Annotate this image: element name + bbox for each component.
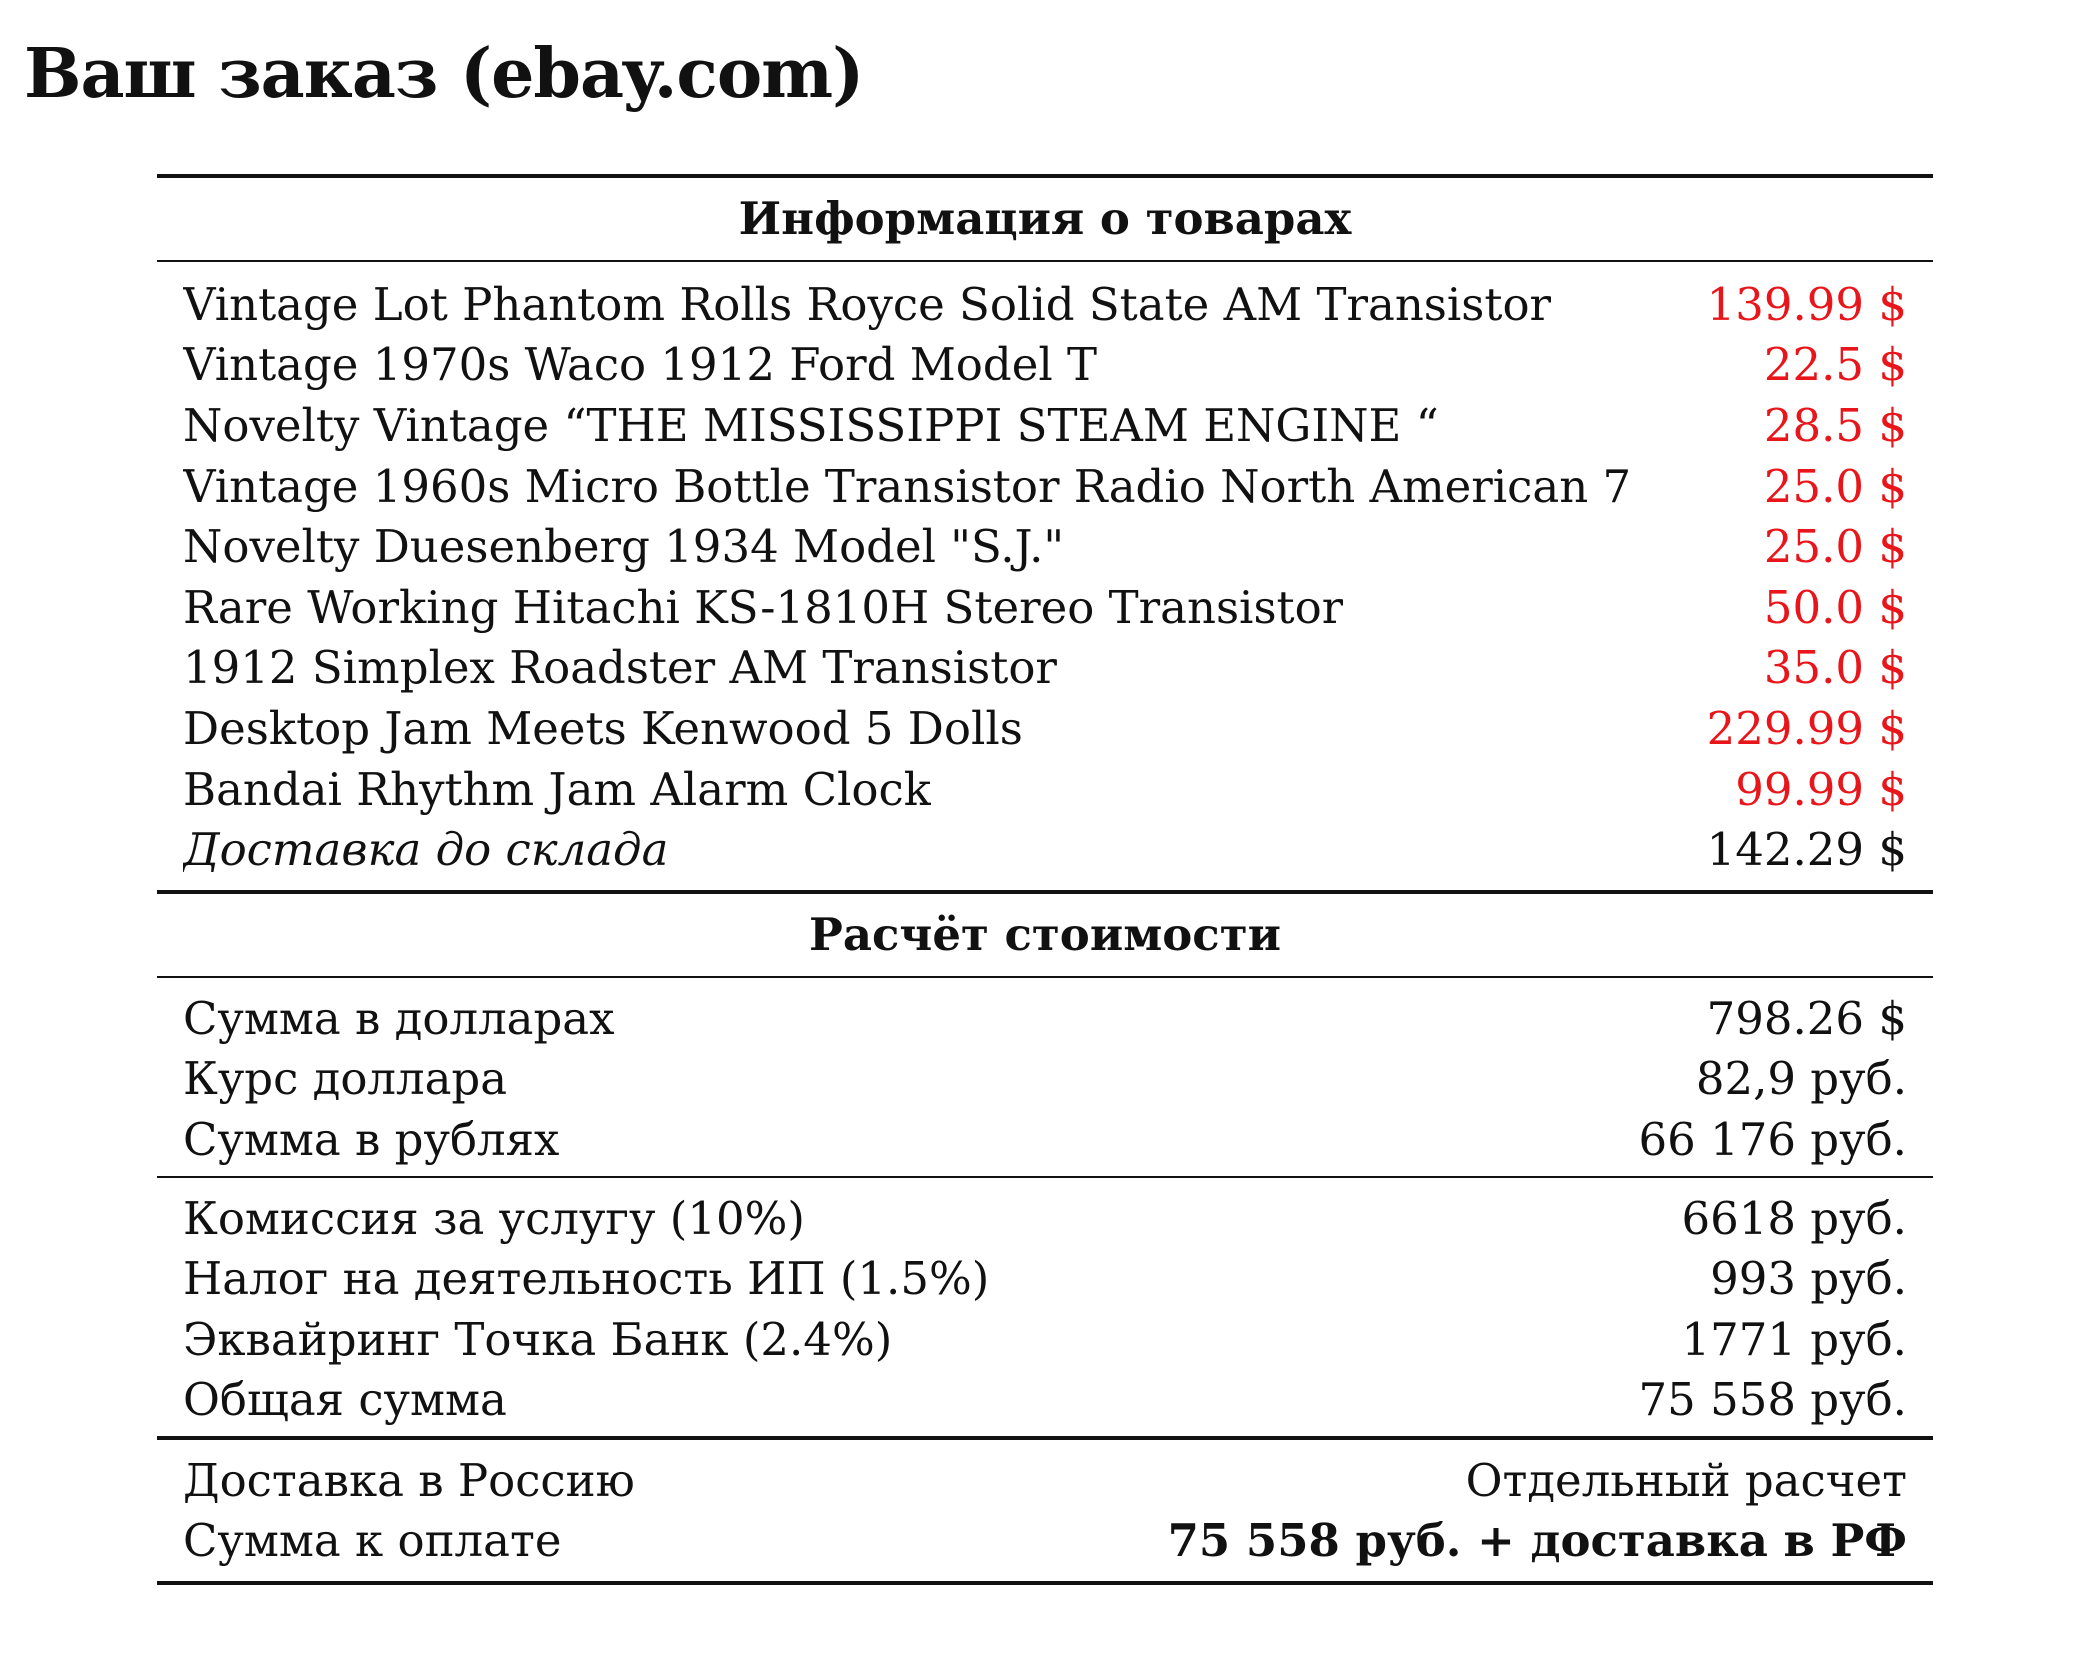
item-row — [183, 577, 1907, 638]
usd-total-value: 798.26 $ — [1706, 991, 1907, 1045]
item-row — [183, 516, 1907, 577]
tax-label: Налог на деятельность ИП (1.5%) — [183, 1252, 990, 1306]
acquiring-value: 1771 руб. — [1681, 1312, 1907, 1366]
rub-total-value: 66 176 руб. — [1638, 1112, 1907, 1166]
exchange-rate-row — [183, 1049, 1907, 1110]
table-bottom-rule — [157, 1581, 1933, 1585]
warehouse-shipping-label: Доставка до склада — [183, 823, 669, 877]
item-price: 229.99 $ — [1706, 701, 1907, 755]
tax-value: 993 руб. — [1710, 1252, 1907, 1306]
item-price: 25.0 $ — [1763, 520, 1907, 574]
item-price: 22.5 $ — [1763, 338, 1907, 392]
item-price: 35.0 $ — [1763, 641, 1907, 695]
russia-shipping-label: Доставка в Россию — [183, 1453, 635, 1507]
fees-list — [157, 1188, 1933, 1430]
conversion-list — [157, 988, 1933, 1170]
calculation-section-header: Расчёт стоимости — [809, 907, 1281, 961]
usd-total-label: Сумма в долларах — [183, 991, 615, 1045]
service-fee-value: 6618 руб. — [1681, 1191, 1907, 1245]
item-price: 99.99 $ — [1735, 762, 1907, 816]
items-section-header: Информация о товарах — [738, 192, 1352, 245]
rub-total-row — [183, 1109, 1907, 1170]
warehouse-shipping-value: 142.29 $ — [1706, 823, 1907, 877]
item-name: 1912 Simplex Roadster AM Transistor — [183, 641, 1057, 695]
acquiring-row — [183, 1309, 1907, 1370]
item-name: Vintage Lot Phantom Rolls Royce Solid State AM Transistor — [183, 277, 1552, 331]
item-price: 50.0 $ — [1763, 580, 1907, 634]
exchange-rate-label: Курс доллара — [183, 1052, 508, 1106]
item-name: Vintage 1960s Micro Bottle Transistor Radio North American 7 — [183, 459, 1632, 513]
amount-due-value: 75 558 руб. + доставка в РФ — [1167, 1514, 1907, 1568]
item-name: Novelty Vintage “THE MISSISSIPPI STEAM ENGINE “ — [183, 398, 1439, 452]
item-row — [183, 274, 1907, 335]
amount-due-row — [183, 1511, 1907, 1572]
grand-total-label: Общая сумма — [183, 1373, 507, 1427]
usd-total-row — [183, 988, 1907, 1049]
page-title: Ваш заказ (ebay.com) — [24, 34, 864, 114]
final-list — [157, 1450, 1933, 1571]
item-row — [183, 638, 1907, 699]
item-name: Rare Working Hitachi KS-1810H Stereo Transistor — [183, 580, 1344, 634]
acquiring-label: Эквайринг Точка Банк (2.4%) — [183, 1312, 893, 1366]
item-name: Novelty Duesenberg 1934 Model "S.J." — [183, 520, 1065, 574]
grand-total-value: 75 558 руб. — [1638, 1373, 1907, 1427]
item-name: Bandai Rhythm Jam Alarm Clock — [183, 762, 931, 816]
service-fee-label: Комиссия за услугу (10%) — [183, 1191, 805, 1245]
order-table — [157, 174, 1933, 1585]
item-price: 28.5 $ — [1763, 398, 1907, 452]
items-list — [157, 274, 1933, 880]
item-row — [183, 456, 1907, 517]
service-fee-row — [183, 1188, 1907, 1249]
exchange-rate-value: 82,9 руб. — [1695, 1052, 1907, 1106]
item-row — [183, 698, 1907, 759]
item-price: 25.0 $ — [1763, 459, 1907, 513]
item-price: 139.99 $ — [1706, 277, 1907, 331]
amount-due-label: Сумма к оплате — [183, 1514, 562, 1568]
russia-shipping-value: Отдельный расчет — [1465, 1453, 1907, 1507]
item-name: Desktop Jam Meets Kenwood 5 Dolls — [183, 701, 1023, 755]
warehouse-shipping-row — [183, 819, 1907, 880]
grand-total-row — [183, 1370, 1907, 1431]
tax-row — [183, 1248, 1907, 1309]
item-row — [183, 335, 1907, 396]
item-row — [183, 395, 1907, 456]
rub-total-label: Сумма в рублях — [183, 1112, 560, 1166]
item-row — [183, 759, 1907, 820]
item-name: Vintage 1970s Waco 1912 Ford Model T — [183, 338, 1098, 392]
russia-shipping-row — [183, 1450, 1907, 1511]
